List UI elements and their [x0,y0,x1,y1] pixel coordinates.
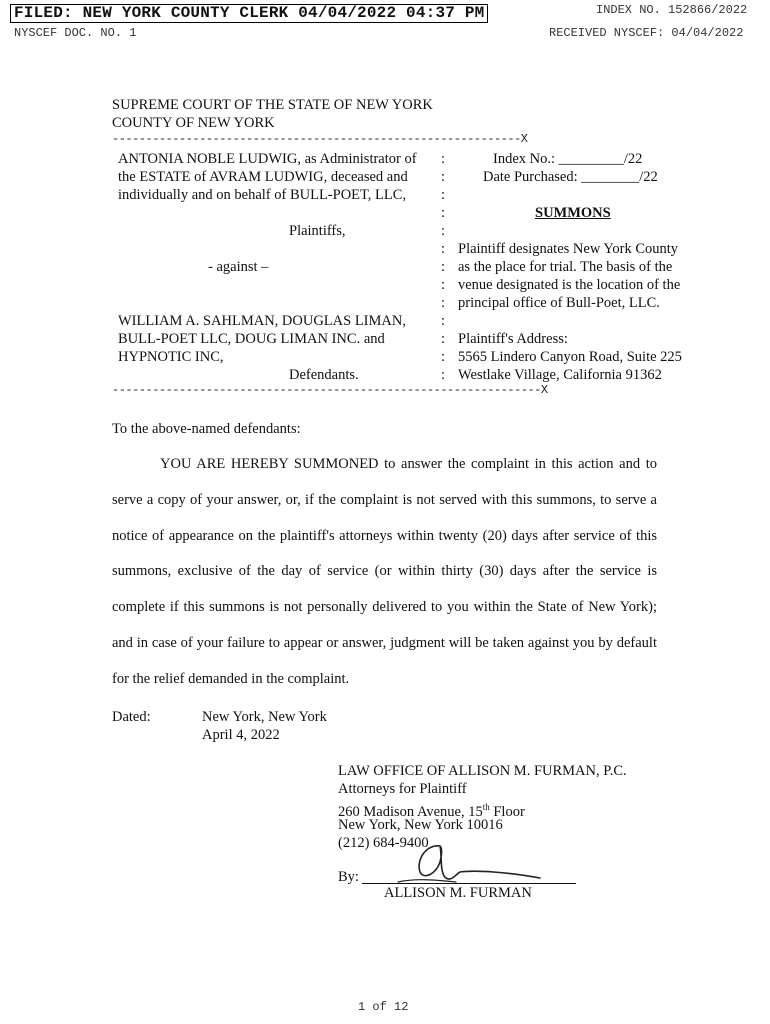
defendant-line: HYPNOTIC INC, [118,349,224,365]
signer-name: ALLISON M. FURMAN [384,885,532,901]
handwritten-signature [396,838,546,888]
defendant-line: WILLIAM A. SAHLMAN, DOUGLAS LIMAN, [118,313,406,329]
salutation: To the above-named defendants: [112,421,301,437]
caption-colon-column: : : : : : : : : : : : : : [441,151,446,383]
venue-line: as the place for trial. The basis of the [458,259,673,275]
venue-line: venue designated is the location of the [458,277,681,293]
defendants-label: Defendants. [289,367,359,383]
plaintiff-address-line: 5565 Lindero Canyon Road, Suite 225 [458,349,682,365]
index-number: INDEX NO. 152866/2022 [596,3,748,17]
venue-line: principal office of Bull-Poet, LLC. [458,295,660,311]
dated-label: Dated: [112,709,151,725]
court-county: COUNTY OF NEW YORK [112,115,275,131]
plaintiff-line: individually and on behalf of BULL-POET, LLC, [118,187,407,203]
caption-bottom-rule: ----------------------------------------------------------------X [112,383,548,397]
date-purchased-field: Date Purchased: ________/22 [483,169,658,185]
firm-address-line1: 260 Madison Avenue, 15th Floor [338,802,525,820]
plaintiff-line: ANTONIA NOBLE LUDWIG, as Administrator of [118,151,417,167]
plaintiff-address-line: Westlake Village, California 91362 [458,367,662,383]
venue-line: Plaintiff designates New York County [458,241,679,257]
dated-date: April 4, 2022 [202,727,280,743]
against-label: - against – [208,259,269,275]
firm-role: Attorneys for Plaintiff [338,781,467,797]
firm-address-line2: New York, New York 10016 [338,817,503,833]
summons-paragraph [112,447,657,698]
plaintiff-address-label: Plaintiff's Address: [458,331,568,347]
by-label: By: [338,869,359,885]
page-number: 1 of 12 [358,1000,409,1014]
doc-number: NYSCEF DOC. NO. 1 [14,26,137,40]
defendant-line: BULL-POET LLC, DOUG LIMAN INC. and [118,331,385,347]
summons-paragraph-text: YOU ARE HEREBY SUMMONED to answer the complaint in this action and to serve a copy of your answer, or, if the complaint is not served with this summons, to serve a notice of appearance on the plaintiff's attorneys within twenty (20) days after service of this summons, exclusive of the day of service (or within thirty (30) days after the service is complete if this summons is not personally delivered to you within the State of New York); and in case of your failure to appear or answer, judgment will be taken against you by default for the relief demanded in the complaint. [112,456,657,687]
caption-top-rule: -------------------------------------------------------------X [112,132,528,146]
firm-phone: (212) 684-9400 [338,835,429,851]
dated-place: New York, New York [202,709,327,725]
received-date: RECEIVED NYSCEF: 04/04/2022 [549,26,744,40]
court-name: SUPREME COURT OF THE STATE OF NEW YORK [112,97,433,113]
filed-stamp: FILED: NEW YORK COUNTY CLERK 04/04/2022 04:37 PM [10,4,488,23]
plaintiffs-label: Plaintiffs, [289,223,346,239]
index-no-field: Index No.: _________/22 [493,151,643,167]
document-title: SUMMONS [535,205,611,221]
plaintiff-line: the ESTATE of AVRAM LUDWIG, deceased and [118,169,408,185]
firm-name: LAW OFFICE OF ALLISON M. FURMAN, P.C. [338,763,627,779]
